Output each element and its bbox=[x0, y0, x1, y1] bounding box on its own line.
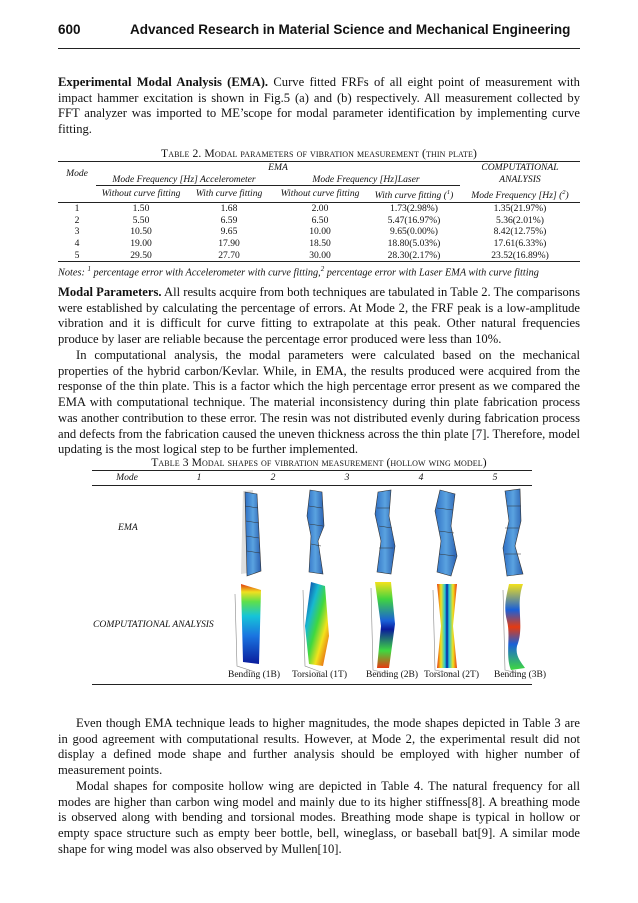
table3-caption: Table 3 Modal shapes of vibration measurement (hollow wing model) bbox=[151, 456, 487, 469]
shape-label-5: Bending (3B) bbox=[494, 670, 546, 680]
table2-sub-comp: Mode Frequency [Hz] ($^2$) bbox=[460, 186, 580, 203]
table2-acc-header: Mode Frequency [Hz] Accelerometer bbox=[96, 174, 272, 186]
table-row: 5 29.50 27.70 30.00 28.30(2.17%) 23.52(16.89%) bbox=[58, 250, 580, 262]
ema-shape-2 bbox=[307, 490, 324, 574]
header-rule bbox=[58, 48, 580, 49]
journal-title: Advanced Research in Material Science and Mechanical Engineering bbox=[130, 22, 571, 37]
hollow-wing-paragraph: Modal shapes for composite hollow wing are depicted in Table 4. The natural frequency for all modes are higher than carbon wing model and mainly due to its higher stiffness[8]. A breathing mode is observed along with bending and torsional modes. Breathing mode shape is typical in hollow or empty space structure such as empty beer bottle, bell, wineglass, or baseball bat[9]. A similar mode shape for wing model was also observed by Mullen[10]. bbox=[58, 779, 580, 856]
table2-laser-header: Mode Frequency [Hz]Laser bbox=[272, 174, 460, 186]
table-row: 1 1.50 1.68 2.00 1.73(2.98%) 1.35(21.97%) bbox=[74, 203, 547, 215]
ema-shape-4 bbox=[435, 490, 457, 576]
table3-mode-1: 1 bbox=[196, 472, 202, 483]
table-row: 2 5.50 6.59 6.50 5.47(16.97%) 5.36(2.01%) bbox=[74, 214, 544, 226]
table2-mode-header: Mode bbox=[58, 162, 96, 186]
table2-sub-without-2: Without curve fitting bbox=[272, 186, 368, 203]
shape-label-1: Bending (1B) bbox=[228, 670, 280, 680]
fea-shape-2 bbox=[303, 582, 329, 672]
table3-row-comp: COMPUTATIONAL ANALYSIS bbox=[93, 619, 214, 630]
table3-mode-3: 3 bbox=[344, 472, 350, 483]
table2-sub-without-1: Without curve fitting bbox=[96, 186, 186, 203]
page-number: 600 bbox=[58, 22, 81, 37]
table3-mode-2: 2 bbox=[270, 472, 276, 483]
table2-caption: Table 2. Modal parameters of vibration measurement (thin plate) bbox=[161, 147, 477, 160]
shape-label-3: Bending (2B) bbox=[366, 670, 418, 680]
table3-top-rule bbox=[92, 470, 532, 471]
table3-header bbox=[92, 472, 532, 483]
ema-paragraph bbox=[58, 75, 580, 138]
table2 bbox=[58, 161, 580, 262]
table2-group-comp-1: COMPUTATIONAL bbox=[460, 162, 580, 174]
shape-label-4: Torsional (2T) bbox=[424, 670, 480, 680]
table-row: 4 19.00 17.90 18.50 18.80(5.03%) 17.61(6.33%) bbox=[74, 237, 547, 249]
table2-notes: Notes: $^1$ percentage error with Accelerometer with curve fitting,$^2$ percentage error with Laser EMA with curve fitting bbox=[58, 265, 539, 279]
modal-text: All results acquire from both techniques are tabulated in Table 2. The comparisons were established by calculating the percentage of errors. At Mode 2, the FRF peak is a low-amplitude vibration and it is difficult for curve fitting to extrapolate at this peak. Other natural frequencies produce by laser are reliable because the percentage error produced were less than 10%. bbox=[58, 285, 580, 347]
ema-text: Curve fitted FRFs of all eight point of measurement with impact hammer excitation is shown in Fig.5 (a) and (b) respectively. All measurement collected by FFT analyzer was imported to ME’scope for modal parameter identification by implementing curve fitting. bbox=[58, 75, 580, 137]
table3-row-ema: EMA bbox=[118, 522, 138, 533]
ema-shape-1 bbox=[241, 490, 261, 576]
fea-shape-4 bbox=[433, 584, 457, 674]
table2-sub-with-1: With curve fitting bbox=[186, 186, 272, 203]
table3-mode-4: 4 bbox=[418, 472, 424, 483]
table-row: 3 10.50 9.65 10.00 9.65(0.00%) 8.42(12.75%) bbox=[74, 226, 547, 238]
table3-mode-header: Mode bbox=[116, 472, 138, 483]
table3-bottom-rule bbox=[92, 684, 532, 685]
table2-group-ema: EMA bbox=[96, 162, 460, 174]
table3-mode-5: 5 bbox=[492, 472, 498, 483]
modal-parameters-paragraph bbox=[58, 285, 580, 348]
computational-paragraph: In computational analysis, the modal parameters were calculated based on the mechanical properties of the hybrid carbon/Kevlar. While, in EMA, the results produced were acquired from the response of the thin plate. This is a factor which the high percentage error present as we compared the EMA with computational technique. The material inconsistency during thin plate fabrication process was another contribution to these error. The resin was not distributed evenly during fabrication process and defects from the fabrication caused the uneven thickness across the thin plate [7]. Therefore, model updating is the most logical step to be further implemented. bbox=[58, 348, 580, 457]
ema-shape-3 bbox=[375, 490, 395, 574]
fea-shape-3 bbox=[371, 582, 395, 674]
fea-shape-5 bbox=[503, 584, 525, 674]
shape-label-2: Torsional (1T) bbox=[292, 670, 348, 680]
ema-lead: Experimental Modal Analysis (EMA). bbox=[58, 75, 269, 89]
mode-shapes-figure bbox=[225, 486, 565, 676]
table2-sub-with-2: With curve fitting ($^1$) bbox=[368, 186, 460, 203]
fea-shape-1 bbox=[235, 584, 261, 672]
ema-shape-5 bbox=[503, 489, 523, 576]
table2-group-comp-2: ANALYSIS bbox=[499, 173, 541, 185]
agreement-paragraph: Even though EMA technique leads to higher magnitudes, the mode shapes depicted in Table 3 are in good agreement with computational results. However, at Mode 2, the experimental result did not display a defined mode shape and further analysis should be employed with higher number of measurement points. bbox=[58, 716, 580, 778]
modal-lead: Modal Parameters. bbox=[58, 285, 162, 299]
